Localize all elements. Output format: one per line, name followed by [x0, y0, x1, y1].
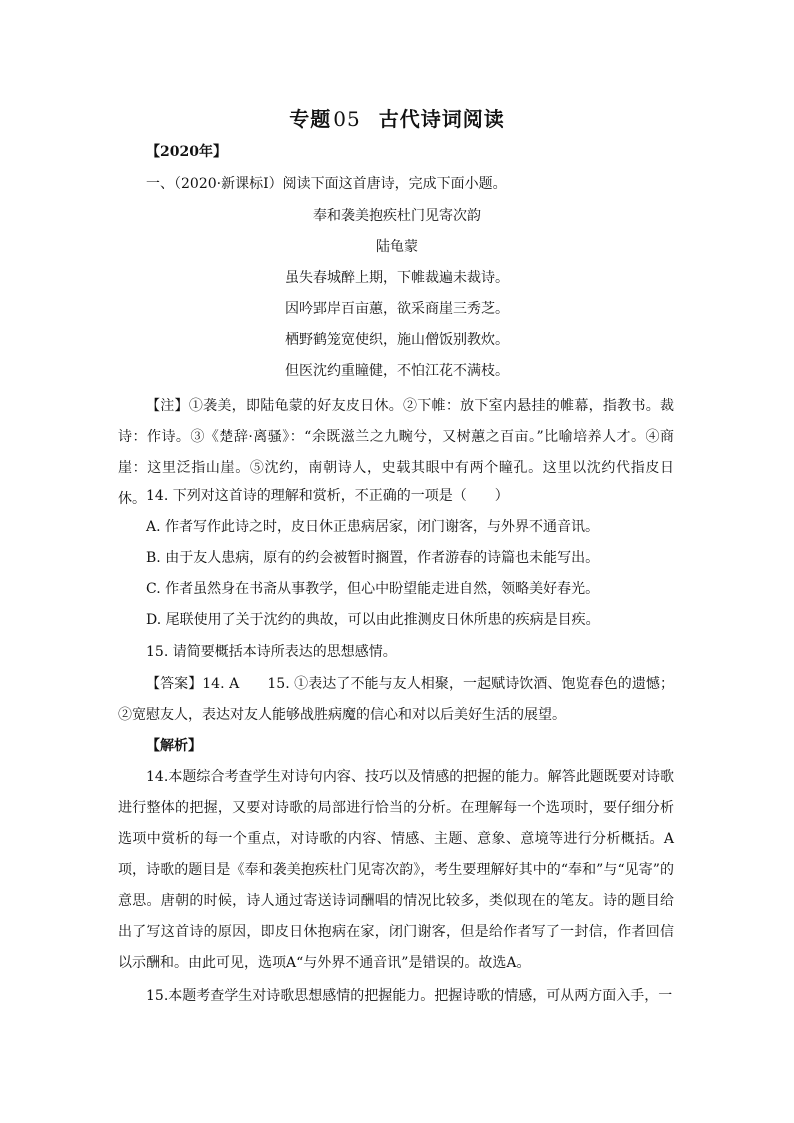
title-number: 05 [333, 107, 361, 131]
poem-author: 陆龟蒙 [376, 239, 418, 255]
option-b: B. 由于友人患病，原有的约会被暂时搁置，作者游春的诗篇也未能写出。 [146, 550, 600, 566]
poem-line: 因吟郢岸百亩蕙，欲采商崖三秀芝。 [285, 301, 509, 317]
title-main: 古代诗词阅读 [378, 107, 505, 131]
option-d: D. 尾联使用了关于沈约的典故，可以由此推测皮日休所患的疾病是目疾。 [146, 612, 600, 628]
title-prefix: 专题 [289, 107, 332, 131]
analysis-heading: 【解析】 [146, 738, 202, 754]
answer: 【答案】14. A 15. ①表达了不能与友人相聚，一起赋诗饮酒、饱览春色的遗憾；②宽慰友人，表达对友人能够战胜病魔的信心和对以后美好生活的展望。 [118, 676, 674, 723]
poem-line: 虽失春城醉上期，下帷裁遍未裁诗。 [285, 270, 509, 286]
question-14: 14. 下列对这首诗的理解和赏析，不正确的一项是（ ） [146, 488, 509, 504]
poem-note: 【注】①袭美，即陆龟蒙的好友皮日休。②下帷：放下室内悬挂的帷幕，指教书。裁诗：作诗。③《楚辞·离骚》：“余既滋兰之九畹兮，又树蕙之百亩。”比喻培养人才。④商崖：这里泛指山崖。⑤沈约，南朝诗人，史载其眼中有两个瞳孔。这里以沈约代指皮日休。 [118, 398, 674, 507]
analysis-14: 14.本题综合考查学生对诗句内容、技巧以及情感的把握的能力。解答此题既要对诗歌进行整体的把握，又要对诗歌的局部进行恰当的分析。在理解每一个选项时，要仔细分析选项中赏析的每一个重点，对诗歌的内容、情感、主题、意象、意境等进行分析概括。A项，诗歌的题目是《奉和袭美抱疾杜门见寄次韵》，考生要理解好其中的“奉和”与“见寄”的意思。唐朝的时候，诗人通过寄送诗词酬唱的情况比较多，类似现在的笔友。诗的题目给出了写这首诗的原因，即皮日休抱病在家，闭门谢客，但是给作者写了一封信，作者回信以示酬和。由此可见，选项A“与外界不通音讯”是错误的。故选A。 [118, 769, 674, 971]
poem-line: 但医沈约重瞳健，不怕江花不满枝。 [285, 363, 509, 379]
option-c: C. 作者虽然身在书斋从事教学，但心中盼望能走进自然，领略美好春光。 [146, 581, 600, 597]
question-intro: 一、（2020·新课标Ⅰ）阅读下面这首唐诗，完成下面小题。 [146, 176, 507, 192]
question-15: 15. 请简要概括本诗所表达的思想感情。 [146, 644, 397, 660]
analysis-15: 15.本题考查学生对诗歌思想感情的把握能力。把握诗歌的情感，可从两方面入手，一 [146, 988, 673, 1004]
year-heading: 【2020年】 [146, 144, 227, 160]
option-a: A. 作者写作此诗之时，皮日休正患病居家，闭门谢客，与外界不通音讯。 [146, 519, 600, 535]
poem-line: 栖野鹤笼宽使织，施山僧饭别教炊。 [285, 332, 509, 348]
page-title [0, 103, 794, 132]
poem-title: 奉和袭美抱疾杜门见寄次韵 [313, 208, 481, 224]
